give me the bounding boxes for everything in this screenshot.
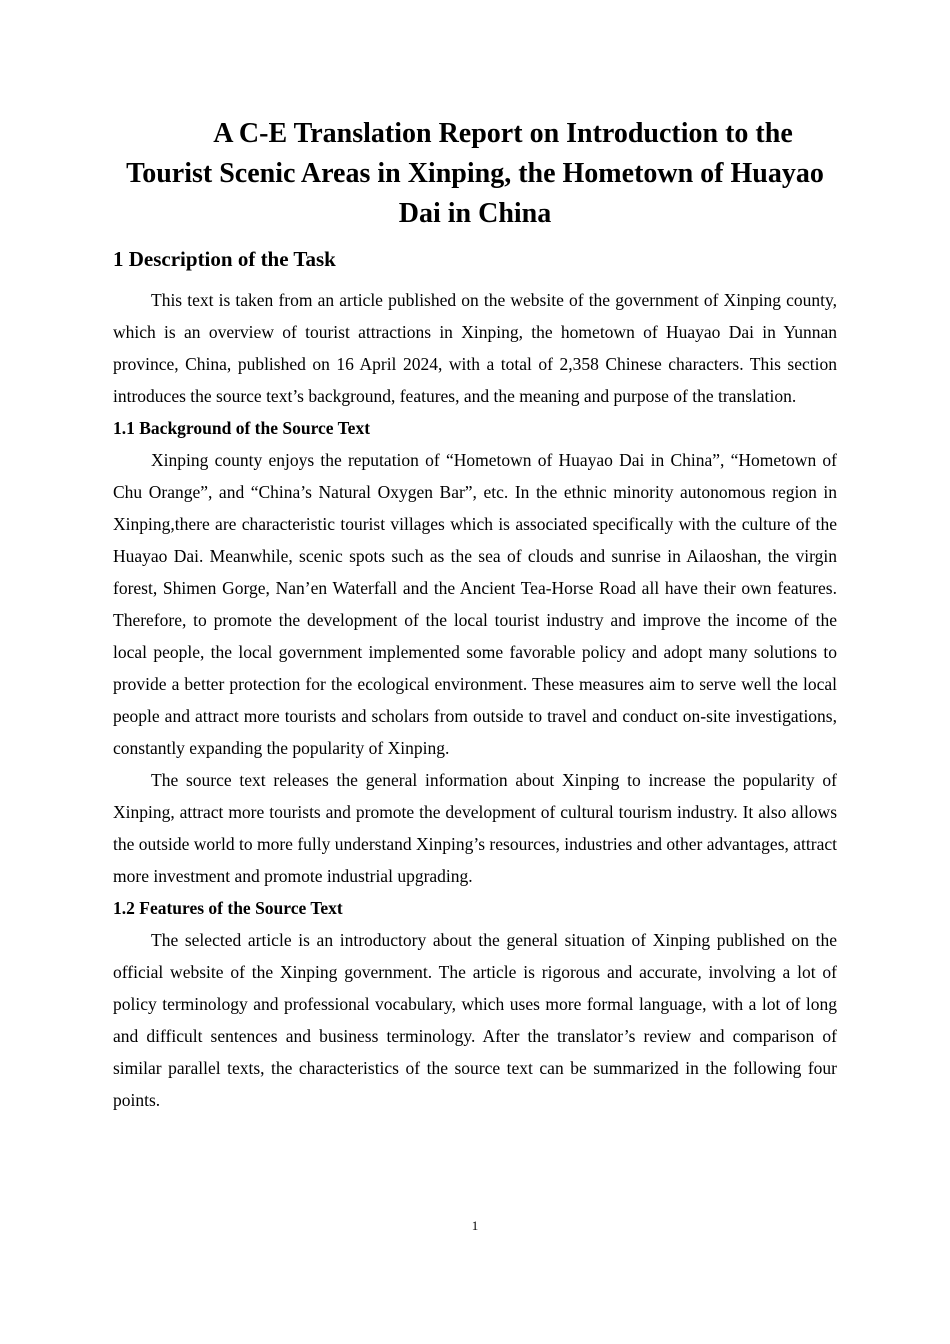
title-line-2: Tourist Scenic Areas in Xinping, the Hometown of Huayao (126, 158, 824, 189)
paragraph-features: The selected article is an introductory about the general situation of Xinping published on the official website of the Xinping government. The article is rigorous and accurate, involving a lot of policy terminology and professional vocabulary, which uses more formal language, with a lot of long and difficult sentences and business terminology. After the translator’s review and comparison of similar parallel texts, the characteristics of the source text can be summarized in the following four points. (113, 930, 837, 1110)
paragraph-background-2: The source text releases the general information about Xinping to increase the popularity of Xinping, attract more tourists and promote the development of cultural tourism industry. It also allows the outside world to more fully understand Xinping’s resources, industries and other advantages, attract more investment and promote industrial upgrading. (113, 770, 837, 886)
page-number: 1 (471, 1218, 479, 1233)
document-title (113, 114, 837, 234)
title-line-1: A C-E Translation Report on Introduction to the (213, 118, 793, 149)
section-heading-description-of-task: 1 Description of the Task (113, 247, 336, 271)
subsection-heading-background: 1.1 Background of the Source Text (113, 418, 371, 438)
paragraph-task-description: This text is taken from an article published on the website of the government of Xinping county, which is an overview of tourist attractions in Xinping, the hometown of Huayao Dai in Yunnan province, China, published on 16 April 2024, with a total of 2,358 Chinese characters. This section introduces the source text’s background, features, and the meaning and purpose of the translation. (113, 290, 837, 406)
paragraph-background-1: Xinping county enjoys the reputation of “Hometown of Huayao Dai in China”, “Hometown of Chu Orange”, and “China’s Natural Oxygen Bar”, etc. In the ethnic minority autonomous region in Xinping,there are characteristic tourist villages which is associated specifically with the culture of the Huayao Dai. Meanwhile, scenic spots such as the sea of clouds and sunrise in Ailaoshan, the virgin forest, Shimen Gorge, Nan’en Waterfall and the Ancient Tea-Horse Road all have their own features. Therefore, to promote the development of the local tourist industry and improve the income of the local people, the local government implemented some favorable policy and adopt many solutions to provide a better protection for the ecological environment. These measures aim to serve well the local people and attract more tourists and scholars from outside to travel and conduct on-site investigations, constantly expanding the popularity of Xinping. (113, 450, 837, 758)
subsection-heading-features: 1.2 Features of the Source Text (113, 898, 343, 918)
title-line-3: Dai in China (398, 198, 552, 229)
document-page (113, 114, 837, 1116)
